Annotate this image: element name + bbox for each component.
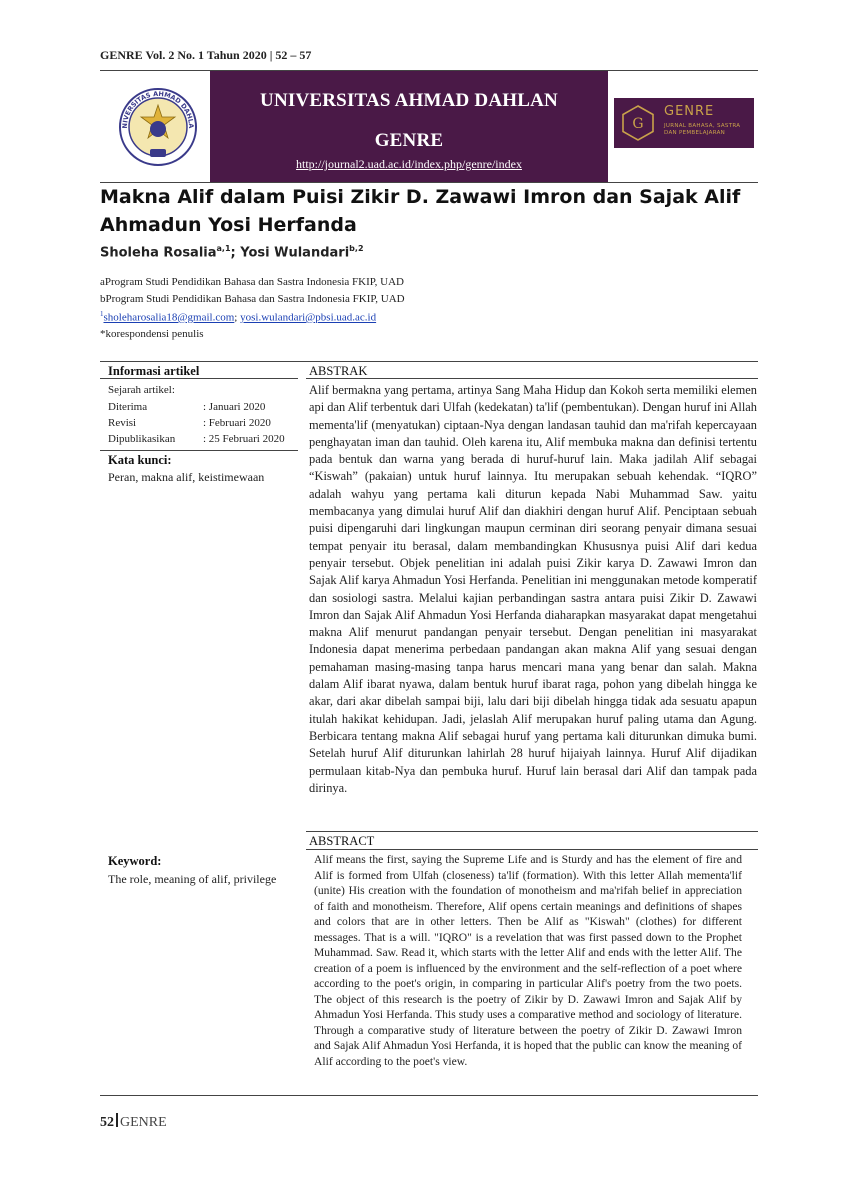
abstract-text: Alif means the first, saying the Supreme Life and is Sturdy and has the element of fire and Alif is formed from Ulfah (closeness) ta'lif (formation). With this letter Allah mementa'lif (unite) His creation with the foundation of monotheism and ma'rifah belief in appreciation of faith and monotheism. Therefore, Alif opens certain meanings and definitions of shapes and colors that are in other letters. Then be Alif as "Kiswah" (clothes) for different messages. That is a will. "IQRO" is a revelation that was first passed down to the Prophet Muhammad. Saw. Read it, which starts with the letter Alif and ends with the letter Alif. The creation of a poem is influenced by the environment and the self-reflection of a poet where according to the poet's origin, in comparing in particular Alif's poetry from the two poets. The object of this research is the poetry of Zikir by D. Zawawi Imron and Sajak Alif by Ahmadun Yosi Herfanda. This study uses a comparative method and sociology of literature. Through a comparative study of literature between the poetry of Zikir D. Zawawi Imron and Sajak Alif Ahmadun Yosi Herfanda, it is hoped that the public can know the meaning of Alif according to the poet's view.	[314, 853, 742, 1068]
table-bottom-rule	[100, 1095, 758, 1096]
journal-url-link[interactable]: http://journal2.uad.ac.id/index.php/genre/index	[296, 157, 522, 171]
history-row	[108, 415, 303, 431]
journal-banner	[100, 71, 758, 183]
uad-logo	[100, 71, 210, 183]
running-head: GENRE Vol. 2 No. 1 Tahun 2020 | 52 – 57	[100, 48, 312, 62]
page-number: 52	[100, 1115, 114, 1130]
abstrak-heading: ABSTRAK	[309, 364, 368, 378]
genre-logo-subtitle: JURNAL BAHASA, SASTRA DAN PEMBELAJARAN	[664, 123, 741, 136]
abstract-heading: ABSTRACT	[309, 834, 375, 848]
history-row-label: Diterima	[108, 401, 148, 413]
banner-title-block	[210, 71, 608, 183]
affiliation-b: bProgram Studi Pendidikan Bahasa dan Sastra Indonesia FKIP, UAD	[100, 293, 405, 305]
genre-logo-title: GENRE	[664, 104, 715, 119]
journal-name: GENRE	[374, 130, 444, 151]
email-line	[100, 310, 376, 324]
abstract-heading-rule	[306, 849, 758, 850]
kata-kunci-value: Peran, makna alif, keistimewaan	[108, 470, 265, 484]
email-separator: ;	[234, 311, 241, 324]
abstrak-heading-rule	[306, 378, 758, 379]
history-row-label: Dipublikasikan	[108, 433, 176, 445]
history-row-value: : Februari 2020	[203, 417, 271, 429]
author-separator: ;	[230, 245, 241, 261]
table-top-rule	[100, 361, 758, 362]
genre-emblem-letter: G	[632, 116, 644, 132]
abstrak-text: Alif bermakna yang pertama, artinya Sang Maha Hidup dan Kokoh serta memiliki elemen api dan Alif terbentuk dari Ulfah (kedekatan) ta'lif (pembentukan). Dengan huruf ini Allah mementa'lif (menyatukan) ciptaan-Nya dengan landasan tauhid dan ma'rifah kepercayaan penghayatan iman dan tauhid. Oleh karena itu, Alif membuka makna dan definisi tertentu pada bentuk dan warna yang berada di huruf-huruf lain. Maka jadilah Alif sebagai “Kiswah” (pakaian) untuk huruf lainnya. Itu merupakan sebuah kehendak. “IQRO” adalah wahyu yang pertama kali diturun kepada Nabi Muhammad Saw. yaitu membacanya yang dimulai huruf Alif dan diakhiri dengan huruf Alif. Penciptaan sebuah puisi dipengaruhi dari lingkungan maupun cerminan diri seorang penyair dimana sesuai tempat penyair itu berasal, dalam membandingkan Khususnya puisi Alif dari kedua penyair tersebut. Objek penelitian ini adalah puisi Zikir karya D. Zawawi Imron dan Sajak Alif karya Ahmadun Yosi Herfanda. Penelitian ini menggunakan metode komperatif dan sosiologi sastra. Melalui kajian perbandingan sastra antara puisi Zikir D. Zawawi Imron dan Sajak Alif Ahmadun Yosi Herfanda diaharapkan masyarakat dapat mengetahui makna Alif menurut pandangan penyair tersebut. Dengan penelitian ini masyarakat Indonesia dapat menerima perbedaan pandangan akan makna Alif yang sesuai dengan pemahaman masing-masing tanpa harus mencari mana yang benar dan salah. Makna dalam Alif ibarat nyawa, dalam bentuk huruf ibarat raga, pohon yang dibelah hingga ke akar, dari akar dibelah sampai biji, lalu dari biji dibelah hingga tidak ada sesuatu apapun itulah hakikat kehidupan. Jadi, jelaslah Alif merupakan huruf paling utama dan Agung. Berbicara tentang makna Alif sebagai huruf yang pertama kali diturunkan dimuka bumi. Setelah huruf Alif diturunkan lahirlah 28 huruf hijaiyah lainnya. Huruf Alif dijadikan permulaan kitab-Nya dan pembuka huruf. Huruf lain berasal dari Alif dan tampak pada dirinya.	[309, 383, 757, 795]
history-row-label: Revisi	[108, 417, 137, 429]
history-row	[108, 399, 303, 415]
history-table	[108, 399, 303, 447]
history-label: Sejarah artikel:	[108, 384, 175, 396]
affiliation-a: aProgram Studi Pendidikan Bahasa dan Sastra Indonesia FKIP, UAD	[100, 276, 404, 288]
author-superscript: a,1	[216, 244, 231, 253]
author-list	[100, 244, 364, 260]
history-row-value: : Januari 2020	[203, 401, 266, 413]
author-superscript: b,2	[349, 244, 364, 253]
article-title-line2: Ahmadun Yosi Herfanda	[100, 214, 357, 236]
keyword-value: The role, meaning of alif, privilege	[108, 872, 277, 886]
footer-journal: GENRE	[120, 1115, 167, 1130]
footer-divider	[116, 1113, 118, 1127]
email-link[interactable]: sholeharosalia18@gmail.com	[103, 311, 235, 324]
abstrak-end-rule	[306, 831, 758, 832]
kata-kunci-label: Kata kunci:	[108, 453, 172, 467]
history-rule	[100, 450, 298, 451]
email-link[interactable]: yosi.wulandari@pbsi.uad.ac.id	[240, 311, 377, 324]
genre-logo	[608, 71, 758, 183]
author-name: Yosi Wulandari	[240, 245, 350, 261]
article-title-line1: Makna Alif dalam Puisi Zikir D. Zawawi Imron dan Sajak Alif	[100, 186, 741, 208]
corresponding-note: *korespondensi penulis	[100, 328, 204, 340]
history-row	[108, 431, 303, 447]
history-row-value: : 25 Februari 2020	[203, 433, 285, 445]
university-name: UNIVERSITAS AHMAD DAHLAN	[260, 90, 558, 111]
genre-logo-box	[614, 98, 754, 148]
article-title	[100, 183, 760, 239]
page-footer	[100, 1113, 167, 1131]
seal-text: NIVERSITAS AHMAD DAHLA	[120, 89, 196, 129]
email-superscript: 1	[100, 310, 104, 318]
author-name: Sholeha Rosalia	[100, 245, 217, 261]
uad-seal-icon	[100, 71, 210, 183]
keyword-label: Keyword:	[108, 854, 162, 868]
genre-emblem-icon	[620, 105, 656, 141]
info-heading: Informasi artikel	[108, 364, 200, 378]
